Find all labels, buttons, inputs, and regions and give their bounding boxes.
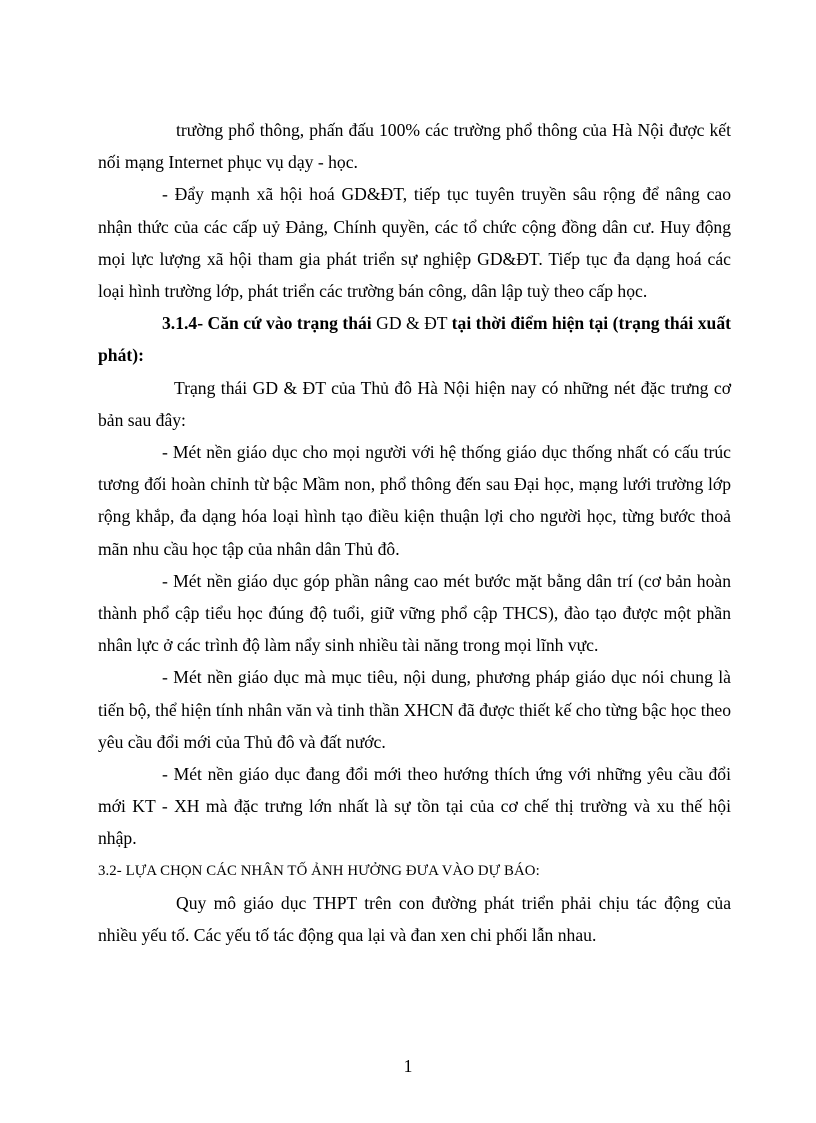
heading-314-part1: 3.1.4- Căn cứ vào trạng thái: [162, 313, 372, 334]
paragraph-trang-thai: Trạng thái GD & ĐT của Thủ đô Hà Nội hiện nay có những nét đặc trưng cơ bản sau đây:: [98, 377, 731, 430]
paragraph-giao-duc-moi-nguoi: - Mét nền giáo dục cho mọi người với hệ thống giáo dục thống nhất có cấu trúc tương đối hoàn chỉnh từ bậc Mầm non, phổ thông đến sau Đại học, mạng lưới trường lớp rộng khắp, đa dạng hóa loại hình tạo điều kiện thuận lợi cho người học, từng bước thoả mãn nhu cầu học tập của nhân dân Thủ đô.: [98, 442, 731, 559]
paragraph-dan-tri: - Mét nền giáo dục góp phần nâng cao mét bước mặt bằng dân trí (cơ bản hoàn thành phổ cập tiểu học đúng độ tuổi, giữ vững phổ cập THCS), đào tạo được một phần nhân lực ở các trình độ làm nẩy sinh nhiều tài năng trong mọi lĩnh vực.: [98, 570, 731, 656]
paragraph-xa-hoi-hoa: - Đẩy mạnh xã hội hoá GD&ĐT, tiếp tục tuyên truyền sâu rộng để nâng cao nhận thức của các cấp uỷ Đảng, Chính quyền, các tổ chức cộng đồng dân cư. Huy động mọi lực lượng xã hội tham gia phát triển sự nghiệp GD&ĐT. Tiếp tục đa dạng hoá các loại hình trường lớp, phát triển các trường bán công, dân lập tuỳ theo cấp học.: [98, 184, 731, 302]
paragraph-doi-moi: - Mét nền giáo dục đang đổi mới theo hướng thích ứng với những yêu cầu đổi mới KT - XH mà đặc trưng lớn nhất là sự tồn tại của cơ chế thị trường và xu thế hội nhập.: [98, 764, 731, 849]
page-number: 1: [403, 1056, 413, 1076]
heading-314-part3: tại thời điểm hiện tại (trạng thái xuất phát):: [98, 313, 731, 366]
section-heading-3-2: 3.2- LỰA CHỌN CÁC NHÂN TỐ ẢNH HƯỞNG ĐƯA VÀO DỰ BÁO:: [98, 862, 540, 879]
section-heading-3-1-4: [98, 307, 731, 371]
paragraph-quy-mo: Quy mô giáo dục THPT trên con đường phát triển phải chịu tác động của nhiều yếu tố. Các yếu tố tác động qua lại và đan xen chi phối lẫn nhau.: [98, 892, 731, 946]
document-body: [98, 114, 731, 951]
heading-314-part2: GD & ĐT: [371, 313, 452, 334]
paragraph-muc-tieu: - Mét nền giáo dục mà mục tiêu, nội dung, phương pháp giáo dục nói chung là tiến bộ, thể hiện tính nhân văn và tinh thần XHCN đã được thiết kế cho từng bậc học theo yêu cầu đổi mới của Thủ đô và đất nước.: [98, 667, 731, 752]
paragraph-internet: trường phổ thông, phấn đấu 100% các trường phổ thông của Hà Nội được kết nối mạng Internet phục vụ dạy - học.: [98, 120, 731, 173]
